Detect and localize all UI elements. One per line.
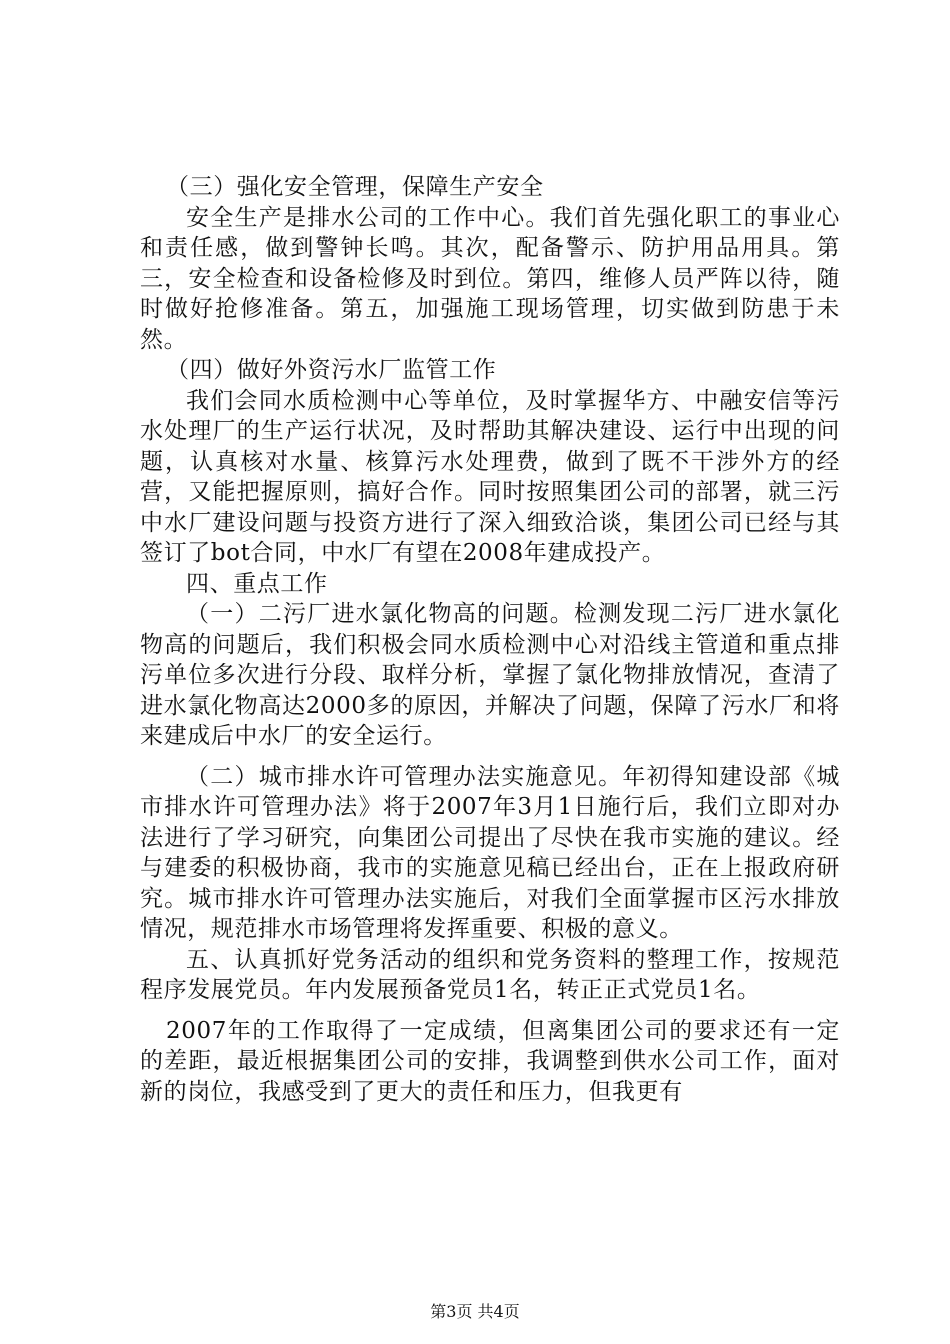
paragraph-drainage-permit: （二）城市排水许可管理办法实施意见。年初得知建设部《城市排水许可管理办法》将于2007年3月1日施行后，我们立即对办法进行了学习研究，向集团公司提出了尽快在我市实施的建议。经与建委的积极协商，我市的实施意见稿已经出台，正在上报政府研究。城市排水许可管理办法实施后，对我们全面掌握市区污水排放情况，规范排水市场管理将发挥重要、积极的意义。 <box>140 763 840 942</box>
paragraph-safety-production: 安全生产是排水公司的工作中心。我们首先强化职工的事业心和责任感，做到警钟长鸣。其次，配备警示、防护用品用具。第三，安全检查和设备检修及时到位。第四，维修人员严阵以待，随时做好抢修准备。第五，加强施工现场管理，切实做到防患于未然。 <box>140 204 840 353</box>
document-body <box>140 172 840 1107</box>
paragraph-supervision: 我们会同水质检测中心等单位，及时掌握华方、中融安信等污水处理厂的生产运行状况，及时帮助其解决建设、运行中出现的问题，认真核对水量、核算污水处理费，做到了既不干涉外方的经营，又能把握原则，搞好合作。同时按照集团公司的部署，就三污中水厂建设问题与投资方进行了深入细致洽谈，集团公司已经与其签订了bot合同，中水厂有望在2008年建成投产。 <box>140 387 840 566</box>
subheading-foreign-plant-supervision: （四）做好外资污水厂监管工作 <box>166 357 497 383</box>
section-heading-key-work: 四、重点工作 <box>186 570 328 597</box>
paragraph-chloride-issue: （一）二污厂进水氯化物高的问题。检测发现二污厂进水氯化物高的问题后，我们积极会同水质检测中心对沿线主管道和重点排污单位多次进行分段、取样分析，掌握了氯化物排放情况，查清了进水氯化物高达2000多的原因，并解决了问题，保障了污水厂和将来建成后中水厂的安全运行。 <box>140 601 840 749</box>
page-footer: 第3页 共4页 <box>430 1302 520 1321</box>
paragraph-closing: 2007年的工作取得了一定成绩，但离集团公司的要求还有一定的差距，最近根据集团公司的安排，我调整到供水公司工作，面对新的岗位，我感受到了更大的责任和压力，但我更有 <box>140 1017 840 1105</box>
paragraph-party-work: 五、认真抓好党务活动的组织和党务资料的整理工作，按规范程序发展党员。年内发展预备党员1名，转正正式党员1名。 <box>140 946 840 1003</box>
subheading-strengthen-safety: （三）强化安全管理，保障生产安全 <box>166 174 544 200</box>
